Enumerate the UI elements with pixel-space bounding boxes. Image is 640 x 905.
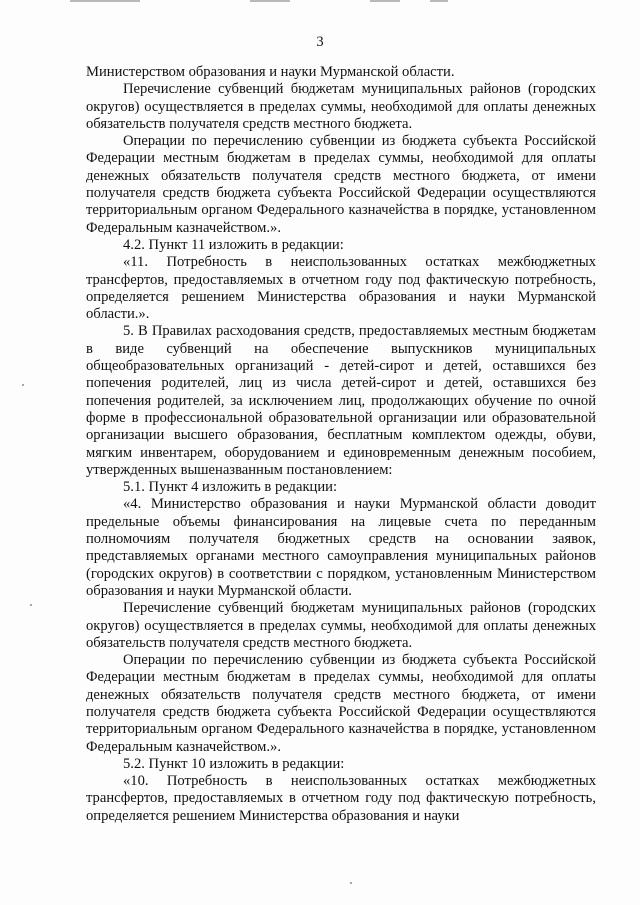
document-body xyxy=(86,64,596,825)
paragraph-point-4: «4. Министерство образования и науки Мурманской области доводит предельные объемы финансирования на лицевые счета по переданным полномочиям получателя бюджетных средств на основании заявок, представляемых органами местного самоуправления муниципальных районов (городских округов) в соответствии с порядком, установленным Министерством образования и науки Мурманской области. xyxy=(86,496,596,599)
paragraph-point-11: «11. Потребность в неиспользованных остатках межбюджетных трансфертов, предоставляемых в отчетном году под фактическую потребность, определяется решением Министерства образования и науки Мурманской области.». xyxy=(86,254,596,323)
paragraph-transfer-2: Перечисление субвенций бюджетам муниципальных районов (городских округов) осуществляется в пределах суммы, необходимой для оплаты денежных обязательств получателя средств местного бюджета. xyxy=(86,600,596,651)
paragraph-item-5-2: 5.2. Пункт 10 изложить в редакции: xyxy=(123,755,345,772)
paragraph-continuation: Министерством образования и науки Мурманской области. xyxy=(86,64,455,80)
paragraph-point-10: «10. Потребность в неиспользованных остатках межбюджетных трансфертов, предоставляемых в отчетном году под фактическую потребность, определяется решением Министерства образования и науки xyxy=(86,773,596,824)
scan-speck xyxy=(22,384,24,386)
paragraph-operations-2: Операции по перечислению субвенции из бюджета субъекта Российской Федерации местным бюджетам в пределах суммы, необходимой для оплаты денежных обязательств получателя средств местного бюджета, от имени получателя средств бюджета субъекта Российской Федерации осуществляются территориальным органом Федерального казначейства в порядке, установленном Федеральным казначейством.». xyxy=(86,652,596,755)
scan-edge-marks xyxy=(0,0,640,4)
scan-speck xyxy=(350,882,352,884)
paragraph-section-5: 5. В Правилах расходования средств, предоставляемых местным бюджетам в виде субвенций на обеспечение выпускников муниципальных общеобразовательных организаций - детей-сирот и детей, оставшихся без попечения родителей, лиц из числа детей-сирот и детей, оставшихся без попечения родителей, за исключением лиц, продолжающих обучение по очной форме в профессиональной образовательной организации или образовательной организации высшего образования, бесплатным комплектом одежды, обуви, мягким инвентарем, оборудованием и единовременным денежным пособием, утвержденных вышеназванным постановлением: xyxy=(86,323,596,478)
paragraph-item-4-2: 4.2. Пункт 11 изложить в редакции: xyxy=(123,236,344,253)
paragraph-transfer: Перечисление субвенций бюджетам муниципальных районов (городских округов) осуществляется в пределах суммы, необходимой для оплаты денежных обязательств получателя средств местного бюджета. xyxy=(86,81,596,132)
page-number: 3 xyxy=(316,34,324,50)
paragraph-item-5-1: 5.1. Пункт 4 изложить в редакции: xyxy=(123,479,338,496)
scan-speck xyxy=(30,604,32,606)
paragraph-operations: Операции по перечислению субвенции из бюджета субъекта Российской Федерации местным бюджетам в пределах суммы, необходимой для оплаты денежных обязательств получателя средств местного бюджета, от имени получателя средств бюджета субъекта Российской Федерации осуществляются территориальным органом Федерального казначейства в порядке, установленном Федеральным казначейством.». xyxy=(86,133,596,236)
